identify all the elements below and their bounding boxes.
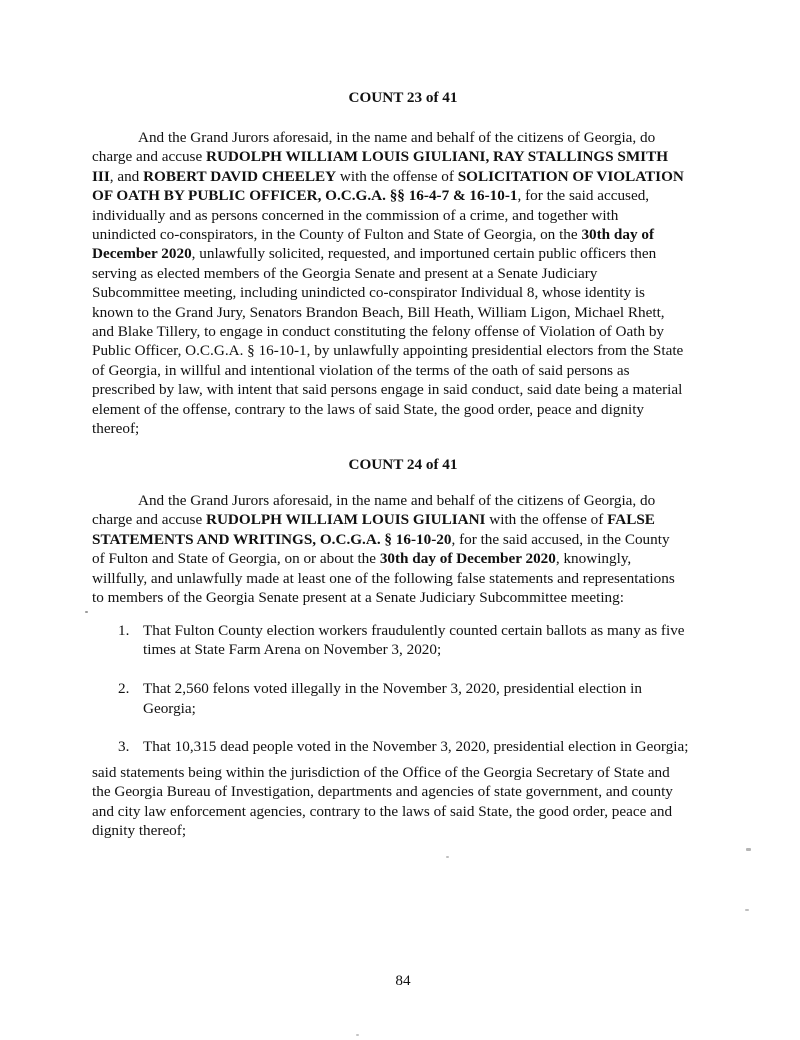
text-line	[92, 303, 714, 322]
scan-artifact	[745, 909, 749, 911]
bold-text-segment: OF OATH BY PUBLIC OFFICER, O.C.G.A. §§ 16-4-7 & 16-10-1	[92, 187, 518, 205]
page-number: 84	[395, 972, 411, 989]
text-segment: And the Grand Jurors aforesaid, in the name and behalf of the citizens of Georgia, do	[138, 129, 656, 146]
text-segment: with the offense of	[485, 511, 608, 529]
text-segment: , for the said accused,	[517, 187, 650, 205]
text-line: dignity thereof;	[92, 822, 187, 840]
text-segment: willfully, and unlawfully made at least one of the following false statements and representations	[92, 569, 675, 587]
text-line	[92, 549, 714, 568]
text-line	[92, 530, 714, 549]
bold-text-segment: 30th day of	[581, 226, 655, 244]
text-line	[92, 588, 714, 607]
text-segment: charge and accuse	[92, 511, 206, 529]
text-line	[92, 322, 714, 341]
list-item-number: 1.	[118, 622, 130, 639]
text-line	[92, 264, 714, 283]
numbered-list-item	[92, 737, 714, 756]
text-segment: Subcommittee meeting, including unindicted co-conspirator Individual 8, whose identity is	[92, 284, 645, 302]
text-line	[92, 206, 714, 225]
bold-text-segment: FALSE	[607, 511, 655, 529]
text-line	[92, 400, 714, 419]
numbered-list-item	[92, 679, 714, 718]
text-segment: element of the offense, contrary to the laws of said State, the good order, peace and dignity	[92, 400, 645, 418]
bold-text-segment: ROBERT DAVID CHEELEY	[143, 167, 337, 185]
count-23-paragraph	[92, 128, 714, 439]
text-line	[92, 128, 714, 147]
text-line	[92, 186, 714, 205]
text-segment: prescribed by law, with intent that said persons engage in said conduct, said date being a material	[92, 381, 683, 399]
text-segment: , unlawfully solicited, requested, and importuned certain public officers then	[191, 245, 657, 263]
text-segment: individually and as persons concerned in the commission of a crime, and together with	[92, 206, 619, 224]
false-statements-list	[92, 621, 714, 757]
text-segment: , knowingly,	[555, 550, 632, 568]
bold-text-segment: III	[92, 167, 110, 185]
text-segment: unindicted co-conspirators, in the County of Fulton and State of Georgia, on the	[92, 226, 582, 244]
list-item-number: 3.	[118, 738, 130, 756]
bold-text-segment: SOLICITATION OF VIOLATION	[457, 167, 684, 185]
text-segment: Public Officer, O.C.G.A. § 16-10-1, by unlawfully appointing presidential electors from the State	[92, 342, 684, 360]
text-line	[92, 283, 714, 302]
text-line: said statements being within the jurisdiction of the Office of the Georgia Secretary of State and	[92, 764, 670, 781]
text-segment: , and	[109, 167, 144, 185]
text-line: times at State Farm Arena on November 3, 2020;	[143, 641, 442, 659]
text-line: That 2,560 felons voted illegally in the November 3, 2020, presidential election in	[143, 680, 642, 698]
count-24-closing-paragraph	[92, 763, 714, 841]
text-line	[92, 147, 714, 166]
count-23-heading: COUNT 23 of 41	[348, 89, 458, 106]
text-line	[92, 244, 714, 263]
text-segment: of Georgia, in willful and intentional violation of the terms of the oath of said persons as	[92, 361, 630, 379]
text-segment: of Fulton and State of Georgia, on or about the	[92, 550, 380, 568]
count-24-heading: COUNT 24 of 41	[348, 456, 458, 473]
text-line	[92, 510, 714, 529]
bold-text-segment: RUDOLPH WILLIAM LOUIS GIULIANI	[205, 511, 486, 529]
text-line: Georgia;	[143, 699, 196, 717]
text-segment: known to the Grand Jury, Senators Brandon Beach, Bill Heath, William Ligon, Michael Rhett,	[92, 303, 665, 321]
bold-text-segment: 30th day of December 2020	[379, 550, 556, 568]
text-line	[92, 491, 714, 510]
text-line	[92, 225, 714, 244]
text-line	[92, 380, 714, 399]
text-line: That Fulton County election workers fraudulently counted certain ballots as many as five	[143, 622, 685, 639]
text-line	[92, 569, 714, 588]
bold-text-segment: December 2020	[92, 245, 192, 263]
text-segment: , for the said accused, in the County	[451, 530, 670, 548]
text-line: That 10,315 dead people voted in the November 3, 2020, presidential election in Georgia;	[143, 738, 689, 756]
bold-text-segment: RUDOLPH WILLIAM LOUIS GIULIANI, RAY STALLINGS SMITH	[205, 148, 669, 166]
page-content	[92, 0, 714, 1040]
text-line: and city law enforcement agencies, contrary to the laws of said State, the good order, peace and	[92, 802, 673, 820]
text-line	[92, 419, 714, 438]
text-line: the Georgia Bureau of Investigation, departments and agencies of state government, and county	[92, 783, 673, 801]
text-segment: and Blake Tillery, to engage in conduct constituting the felony offense of Violation of Oath by	[92, 323, 665, 341]
scan-artifact	[746, 848, 751, 851]
text-segment: with the offense of	[336, 167, 458, 185]
text-segment: And the Grand Jurors aforesaid, in the name and behalf of the citizens of Georgia, do	[138, 492, 656, 509]
count-24-paragraph	[92, 491, 714, 607]
scan-artifact	[85, 611, 88, 613]
text-segment: charge and accuse	[92, 148, 206, 166]
text-segment: serving as elected members of the Georgia Senate and present at a Senate Judiciary	[92, 264, 598, 282]
text-segment: thereof;	[92, 420, 140, 438]
text-line	[92, 361, 714, 380]
scan-artifact	[446, 856, 449, 858]
scan-artifact	[356, 1034, 359, 1036]
text-segment: to members of the Georgia Senate present at a Senate Judiciary Subcommittee meeting:	[92, 589, 624, 607]
text-line	[92, 341, 714, 360]
numbered-list-item	[92, 621, 714, 660]
list-item-number: 2.	[118, 680, 130, 698]
text-line	[92, 167, 714, 186]
bold-text-segment: STATEMENTS AND WRITINGS, O.C.G.A. § 16-10-20	[92, 530, 452, 548]
